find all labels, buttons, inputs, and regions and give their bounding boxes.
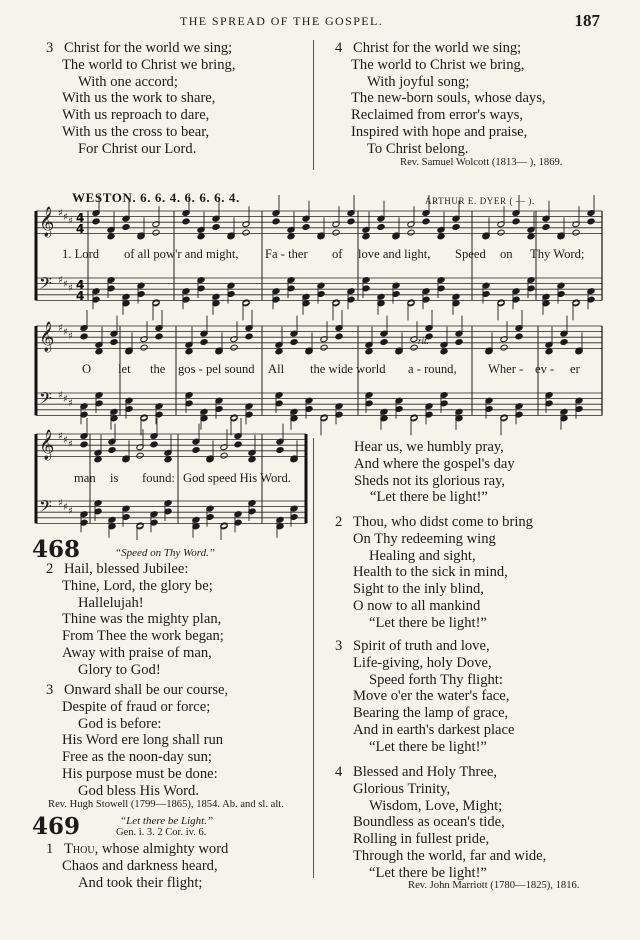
note-head — [272, 218, 280, 225]
sharp-icon: ♯ — [58, 498, 63, 509]
note-head — [80, 333, 88, 340]
attribution-stowell: Rev. Hugh Stowell (1799—1865), 1854. Ab. and sl. alt. — [48, 799, 284, 810]
note-head — [422, 218, 430, 225]
sharp-icon: ♯ — [58, 275, 63, 286]
note-head — [95, 348, 103, 355]
lyric-1-6: Speed — [455, 247, 486, 261]
sharp-icon: ♯ — [63, 435, 68, 446]
bass-clef-icon: 𝄢 — [39, 273, 52, 297]
lyric-1-5: love and light, — [358, 247, 431, 261]
note-head — [545, 348, 553, 355]
sharp-icon: ♯ — [68, 398, 73, 409]
tune-name-meter: WESTON. 6. 6. 4. 6. 6. 6. 4. — [72, 190, 240, 205]
lyric-2-8: Wher - — [488, 362, 524, 376]
hymn-468-subtitle: “Speed on Thy Word.” — [115, 547, 216, 559]
stanza-right-v2: 2 Thou, who didst come to bring On Thy redeeming wing Healing and sight, Health to the sick in mind, Sight to the inly blind, O now to all mankind “Let there be light!” — [335, 514, 533, 631]
note-head — [302, 224, 310, 231]
hymn-number-468: 468 — [32, 536, 81, 563]
note-head — [287, 233, 295, 240]
note-head — [362, 233, 370, 240]
note-head — [437, 233, 445, 240]
note-head — [185, 348, 193, 355]
attribution-marriott: Rev. John Marriott (1780—1825), 1816. — [408, 880, 580, 891]
sharp-icon: ♯ — [58, 390, 63, 401]
stanza-469-v1: 1 Thou, whose almighty word Chaos and darkness heard, And took their flight; — [46, 841, 229, 891]
note-head — [407, 229, 415, 236]
note-head — [275, 348, 283, 355]
note-head — [290, 339, 298, 346]
lyric-3-3: found: — [142, 471, 175, 485]
lyric-1-3: Fa - ther — [265, 247, 308, 261]
lyric-3-1: man — [74, 471, 96, 485]
sharp-icon: ♯ — [63, 279, 68, 290]
lyric-2-9: ev - — [535, 362, 555, 376]
time-sig: 4 — [76, 222, 85, 236]
treble-clef-icon: 𝄞 — [39, 322, 55, 352]
stanza-right-v3: 3 Spirit of truth and love, Life-giving, holy Dove, Speed forth Thy flight: Move o'er the water's face, Bearing the lamp of grace, And in earth's darkest place “Let there be light!” — [335, 638, 515, 755]
note-head — [512, 218, 520, 225]
note-head — [500, 344, 508, 351]
lyric-2-4: gos - pel sound — [178, 362, 255, 376]
lyric-2-10: er — [570, 362, 580, 376]
note-head — [572, 229, 580, 236]
lyric-2-3: the — [150, 362, 166, 376]
note-head — [152, 229, 160, 236]
note-head — [527, 233, 535, 240]
tune-composer: ARTHUR E. DYER ( — ). — [425, 196, 535, 206]
note-head — [452, 224, 460, 231]
note-head — [276, 447, 284, 454]
note-head — [136, 452, 144, 459]
note-head — [220, 452, 228, 459]
attribution-wolcott: Rev. Samuel Wolcott (1813— ), 1869. — [400, 157, 563, 168]
lyric-2-2: let — [118, 362, 131, 376]
lyric-2-7: a - round, — [408, 362, 457, 376]
sharp-icon: ♯ — [63, 502, 68, 513]
stanza-468-v3: 3 Onward shall be our course, Despite of fraud or force; God is before: His Word ere long shall run Free as the noon-day sun; His purpose must be done: God bless His Word. — [46, 682, 229, 799]
lyric-1-8: Thy Word; — [530, 247, 585, 261]
note-head — [182, 218, 190, 225]
rit-marking: rit. — [418, 336, 429, 346]
lyric-1-1: 1. Lord — [62, 247, 100, 261]
lyric-2-1: O — [82, 362, 92, 376]
note-head — [380, 339, 388, 346]
sharp-icon: ♯ — [63, 394, 68, 405]
note-head — [497, 229, 505, 236]
sharp-icon: ♯ — [68, 331, 73, 342]
sharp-icon: ♯ — [68, 439, 73, 450]
stanza-top-left: 3 Christ for the world we sing; The world to Christ we bring, With one accord; With us the work to share, With us reproach to dare, With us the cross to bear, For Christ our Lord. — [46, 40, 236, 157]
note-head — [212, 224, 220, 231]
lyric-3-4: God speed His Word. — [183, 471, 291, 485]
note-head — [234, 441, 242, 448]
note-head — [515, 333, 523, 340]
sharp-icon: ♯ — [68, 506, 73, 517]
note-head — [248, 456, 256, 463]
note-head — [108, 447, 116, 454]
note-head — [122, 224, 130, 231]
note-head — [155, 333, 163, 340]
time-sig: 4 — [76, 278, 85, 292]
sharp-icon: ♯ — [63, 212, 68, 223]
note-head — [164, 456, 172, 463]
time-sig: 4 — [76, 289, 85, 303]
lyric-1-7: on — [500, 247, 513, 261]
stanza-right-v4: 4 Blessed and Holy Three, Glorious Trinity, Wisdom, Love, Might; Boundless as ocean's tide, Rolling in fullest pride, Through the world, far and wide, “Let there be light!” — [335, 764, 547, 881]
sharp-icon: ♯ — [68, 283, 73, 294]
note-head — [242, 229, 250, 236]
sharp-icon: ♯ — [58, 431, 63, 442]
note-head — [332, 229, 340, 236]
hymn-469-subtitle: “Let there be Light.” — [120, 815, 214, 827]
bass-clef-icon: 𝄢 — [39, 388, 52, 412]
note-head — [230, 344, 238, 351]
note-head — [92, 218, 100, 225]
treble-clef-icon: 𝄞 — [39, 207, 55, 237]
note-head — [587, 218, 595, 225]
note-head — [140, 344, 148, 351]
sharp-icon: ♯ — [68, 216, 73, 227]
note-head — [377, 224, 385, 231]
lyric-2-6: the wide world — [310, 362, 386, 376]
sharp-icon: ♯ — [63, 327, 68, 338]
note-head — [80, 441, 88, 448]
lyric-1-4: of — [332, 247, 343, 261]
note-head — [200, 339, 208, 346]
note-head — [110, 339, 118, 346]
note-head — [365, 348, 373, 355]
note-head — [440, 348, 448, 355]
time-sig: 4 — [76, 211, 85, 225]
lyric-3-2: is — [110, 471, 119, 485]
note-head — [94, 456, 102, 463]
note-head — [192, 447, 200, 454]
note-head — [150, 441, 158, 448]
sharp-icon: ♯ — [58, 323, 63, 334]
note-head — [107, 233, 115, 240]
note-head — [197, 233, 205, 240]
bass-clef-icon: 𝄢 — [39, 496, 52, 520]
lyric-1-2: of all pow'r and might, — [124, 247, 239, 261]
running-title: THE SPREAD OF THE GOSPEL. — [180, 14, 384, 28]
treble-clef-icon: 𝄞 — [39, 430, 55, 460]
stanza-right-continuation: Hear us, we humbly pray, And where the gospel's day Sheds not its glorious ray, “Let there be light!” — [354, 439, 515, 506]
stanza-top-right: 4 Christ for the world we sing; The world to Christ we bring, With joyful song; The new-born souls, whose days, Reclaimed from error's ways, Inspired with hope and praise, To Christ belong. — [335, 40, 546, 157]
note-head — [245, 333, 253, 340]
stanza-468-v2: 2 Hail, blessed Jubilee: Thine, Lord, the glory be; Hallelujah! Thine was the mighty plan, From Thee the work began; Away with praise of man, Glory to God! — [46, 561, 224, 678]
note-head — [320, 344, 328, 351]
hymn-number-469: 469 — [32, 813, 81, 840]
note-head — [560, 339, 568, 346]
page-number: 187 — [574, 11, 600, 30]
hymn-469-reference: Gen. i. 3. 2 Cor. iv. 6. — [116, 827, 207, 838]
note-head — [347, 218, 355, 225]
note-head — [410, 344, 418, 351]
note-head — [542, 224, 550, 231]
lyric-2-5: All — [268, 362, 285, 376]
sharp-icon: ♯ — [58, 208, 63, 219]
note-head — [335, 333, 343, 340]
note-head — [455, 339, 463, 346]
